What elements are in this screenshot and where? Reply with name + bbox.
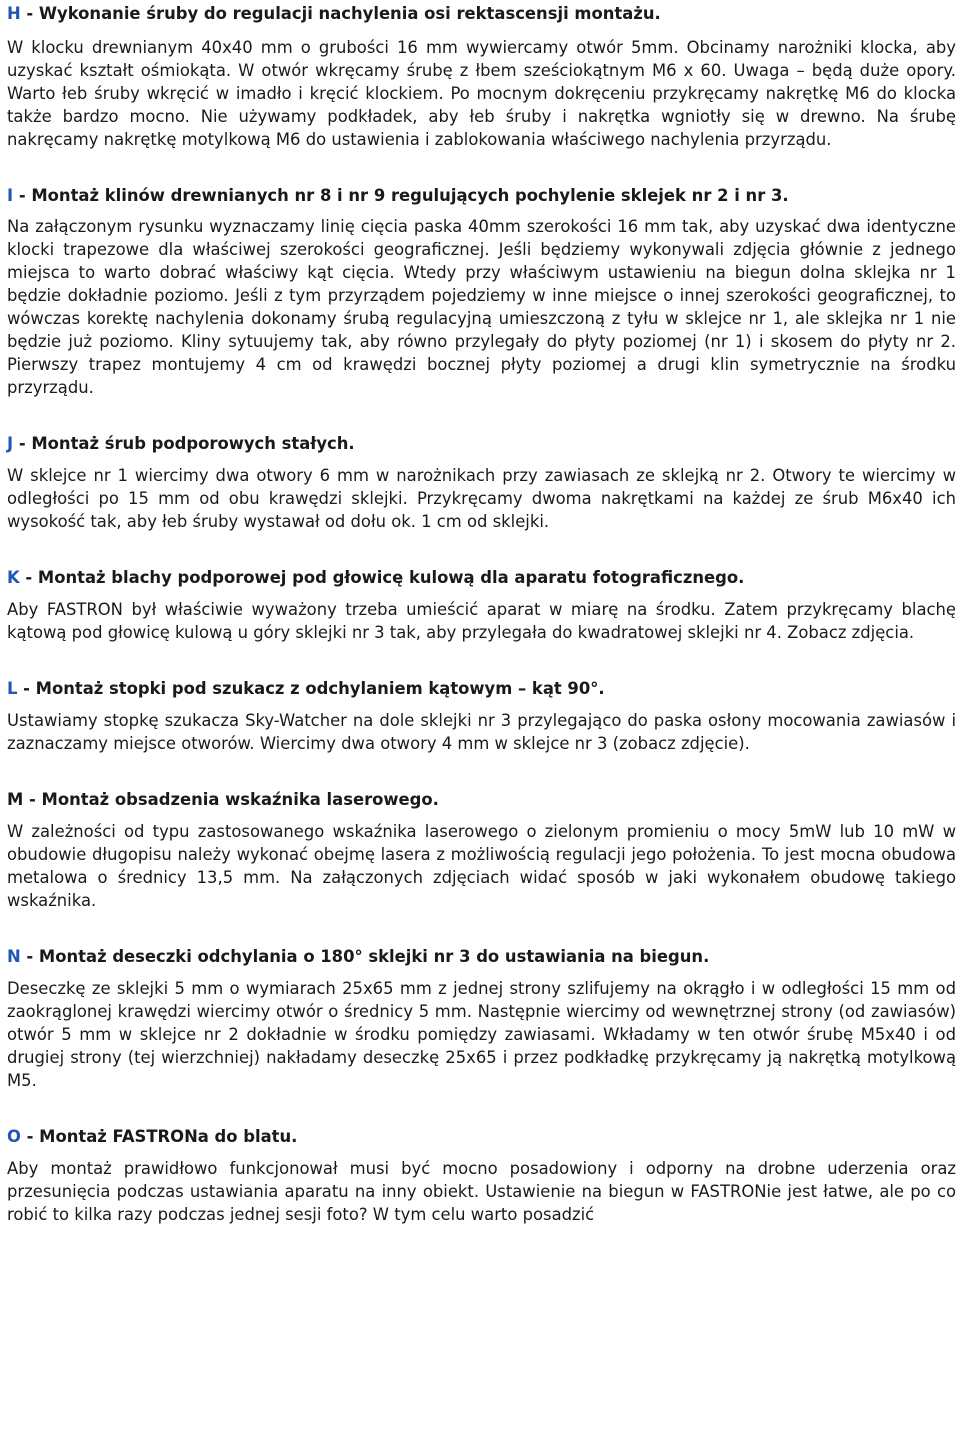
section-title: - Montaż śrub podporowych stałych. [13, 434, 355, 453]
section-heading [7, 2, 956, 25]
section-k [7, 566, 956, 644]
section-letter: J [7, 434, 14, 453]
section-body: W klocku drewnianym 40x40 mm o grubości 16 mm wywiercamy otwór 5mm. Obcinamy narożniki klocka, aby uzyskać kształt ośmiokąta. W otwór wkręcamy śrubę z łbem sześciokątnym M6 x 60. Uwaga – będą duże opory. Warto łeb śruby wkręcić w imadło i kręcić klockiem. Po mocnym dokręceniu przykręcamy nakrętkę M6 do klocka także bardzo mocno. Nie używamy podkładek, aby łeb śruby i nakrętka wgniotły się w drewno. Na śrubę nakręcamy nakrętkę motylkową M6 do ustawienia i zablokowania właściwego nachylenia przyrządu. [7, 38, 956, 149]
section-i [7, 184, 956, 399]
section-j [7, 432, 956, 533]
section-heading [7, 677, 956, 700]
section-title: - Montaż blachy podporowej pod głowicę kulową dla aparatu fotograficznego. [19, 568, 745, 587]
section-title: - Montaż FASTRONa do blatu. [20, 1127, 298, 1146]
section-body: W sklejce nr 1 wiercimy dwa otwory 6 mm w narożnikach przy zawiasach ze sklejką nr 2. Otwory te wiercimy w odległości po 15 mm od obu krawędzi sklejki. Przykręcamy dwoma nakrętkami na każdej ze śrub M6x40 ich wysokość tak, aby łeb śruby wystawał od dołu ok. 1 cm od sklejki. [7, 466, 956, 531]
section-body: Ustawiamy stopkę szukacza Sky-Watcher na dole sklejki nr 3 przylegająco do paska osłony mocowania zawiasów i zaznaczamy miejsce otworów. Wiercimy dwa otwory 4 mm w sklejce nr 3 (zobacz zdjęcie). [7, 711, 956, 753]
section-title: - Wykonanie śruby do regulacji nachylenia osi rektascensji montażu. [20, 4, 661, 23]
section-l [7, 677, 956, 755]
section-body: Aby FASTRON był właściwie wyważony trzeba umieścić aparat w miarę na środku. Zatem przykręcamy blachę kątową pod głowicę kulową u góry sklejki nr 3 tak, aby przylegała do kwadratowej sklejki nr 4. Zobacz zdjęcia. [7, 600, 956, 642]
section-letter: I [7, 186, 14, 205]
section-letter: L [7, 679, 18, 698]
section-body: Na załączonym rysunku wyznaczamy linię cięcia paska 40mm szerokości 16 mm tak, aby uzyskać dwa identyczne klocki trapezowe dla właściwej szerokości geograficznej. Jeśli będziemy wykonywali zdjęcia głównie z jednego miejsca to warto dobrać właściwy kąt cięcia. Wtedy przy właściwym ustawieniu na biegun dolna sklejka nr 1 będzie dokładnie poziomo. Jeśli z tym przyrządem pojedziemy w inne miejsce o innej szerokości geograficznej, to wówczas korektę nachylenia dokonamy śrubą regulacyjną umieszczoną z tyłu w sklejce nr 1, ale sklejka nr 1 nie będzie już poziomo. Kliny sytuujemy tak, aby równo przylegały do płyty poziomej (nr 1) i skosem do płyty nr 2. Pierwszy trapez montujemy 4 cm od krawędzi bocznej płyty poziomej a drugi klin symetrycznie na środku przyrządu. [7, 217, 956, 397]
section-heading [7, 566, 956, 589]
section-title: - Montaż deseczki odchylania o 180° sklejki nr 3 do ustawiania na biegun. [20, 947, 710, 966]
section-body: Deseczkę ze sklejki 5 mm o wymiarach 25x65 mm z jednej strony szlifujemy na okrągło i w odległości 15 mm od zaokrąglonej krawędzi wiercimy otwór o średnicy 5 mm. Następnie wiercimy od wewnętrznej strony (od zawiasów) otwór 5 mm w sklejce nr 2 dokładnie w środku pomiędzy zawiasami. Wkładamy w ten otwór śrubę M5x40 i od drugiej strony (tej wierzchniej) nakładamy deseczkę 25x65 i przez podkładkę przykręcamy ją nakrętką motylkową M5. [7, 979, 956, 1090]
section-m [7, 788, 956, 912]
section-letter: M [7, 790, 24, 809]
section-letter: H [7, 4, 21, 23]
section-letter: N [7, 947, 21, 966]
section-body: Aby montaż prawidłowo funkcjonował musi być mocno posadowiony i odporny na drobne uderzenia oraz przesunięcia podczas ustawiania aparatu na inny obiekt. Ustawienie na biegun w FASTRONie jest łatwe, ale po co robić to kilka razy podczas jednej sesji foto? W tym celu warto posadzić [7, 1159, 956, 1224]
section-heading [7, 432, 956, 455]
section-letter: O [7, 1127, 21, 1146]
section-title: - Montaż stopki pod szukacz z odchylaniem kątowym – kąt 90°. [17, 679, 605, 698]
section-heading [7, 788, 956, 811]
section-heading [7, 184, 956, 207]
section-n [7, 945, 956, 1092]
section-h [7, 2, 956, 151]
section-letter: K [7, 568, 20, 587]
section-title: - Montaż klinów drewnianych nr 8 i nr 9 regulujących pochylenie sklejek nr 2 i nr 3. [13, 186, 789, 205]
section-body: W zależności od typu zastosowanego wskaźnika laserowego o zielonym promieniu o mocy 5mW lub 10 mW w obudowie długopisu należy wykonać obejmę lasera z możliwością regulacji jego położenia. To jest mocna obudowa metalowa o średnicy 13,5 mm. Na załączonych zdjęciach widać sposób w jaki wykonałem obudowę takiego wskaźnika. [7, 822, 956, 910]
section-o [7, 1125, 956, 1226]
section-title: - Montaż obsadzenia wskaźnika laserowego. [23, 790, 439, 809]
section-heading [7, 945, 956, 968]
section-heading [7, 1125, 956, 1148]
